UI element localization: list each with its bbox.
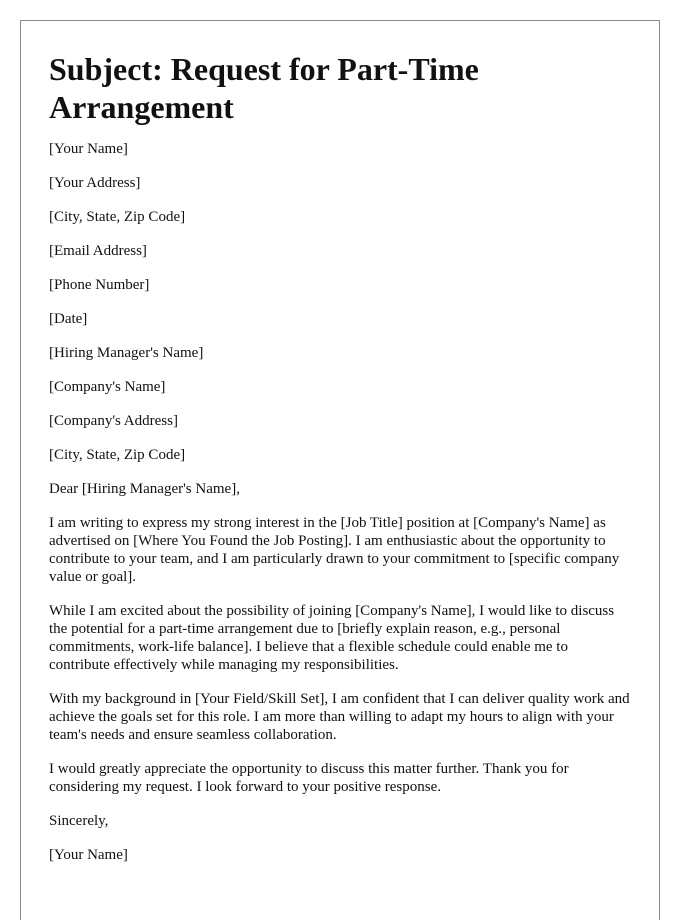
salutation: Dear [Hiring Manager's Name], xyxy=(49,481,240,497)
sender-email: [Email Address] xyxy=(49,243,147,259)
recipient-city-state-zip: [City, State, Zip Code] xyxy=(49,447,186,463)
body-paragraph: While I am excited about the possibility of joining [Company's Name], I would like to discuss the potential for a part-time arrangement due to [briefly explain reason, e.g., personal commitments, work-life balance]. I believe that a flexible schedule could enable me to contribute effectively while managing my responsibilities. xyxy=(49,603,615,673)
sender-name: [Your Name] xyxy=(49,141,128,157)
recipient-address: [Company's Address] xyxy=(49,413,178,429)
recipient-name: [Hiring Manager's Name] xyxy=(49,345,204,361)
body-paragraph: With my background in [Your Field/Skill Set], I am confident that I can deliver quality work and achieve the goals set for this role. I am more than willing to adapt my hours to align with your team's needs and ensure seamless collaboration. xyxy=(49,691,630,743)
letter-date: [Date] xyxy=(49,311,88,327)
signature: [Your Name] xyxy=(49,847,128,863)
sender-city-state-zip: [City, State, Zip Code] xyxy=(49,209,186,225)
subject-heading: Subject: Request for Part-Time Arrangement xyxy=(49,51,479,125)
sender-phone: [Phone Number] xyxy=(49,277,150,293)
body-paragraph: I am writing to express my strong interest in the [Job Title] position at [Company's Name] as advertised on [Where You Found the Job Posting]. I am enthusiastic about the opportunity to contribute to your team, and I am particularly drawn to your commitment to [specific company value or goal]. xyxy=(49,515,620,585)
recipient-company: [Company's Name] xyxy=(49,379,166,395)
sender-address: [Your Address] xyxy=(49,175,141,191)
closing: Sincerely, xyxy=(49,813,109,829)
body-paragraph: I would greatly appreciate the opportunity to discuss this matter further. Thank you for considering my request. I look forward to your positive response. xyxy=(49,761,569,795)
letter-page xyxy=(20,20,660,920)
